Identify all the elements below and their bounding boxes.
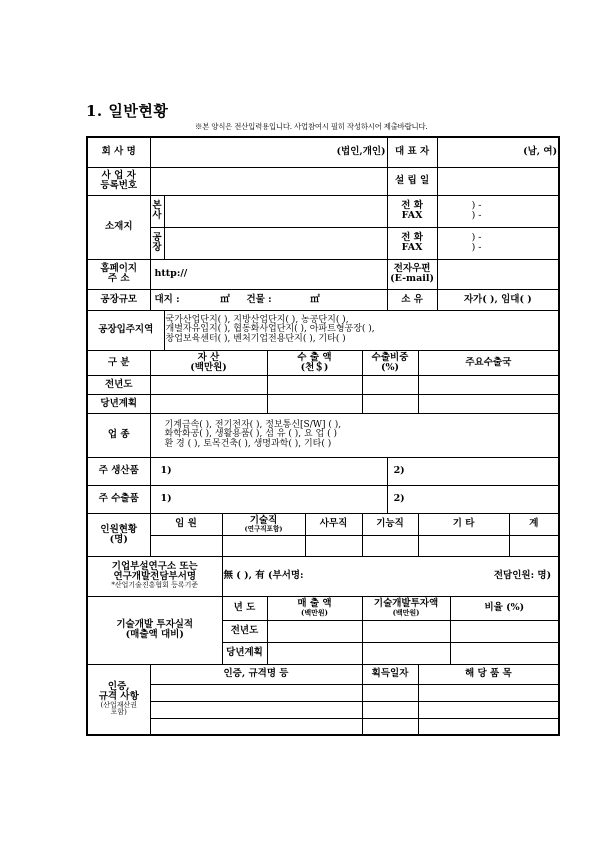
sales-col-assets (150, 350, 267, 375)
tech-invest-plan-amount[interactable] (362, 642, 450, 664)
sales-col-ratio-line1: 수출비중 (371, 351, 409, 363)
sales-col-countries: 주요수출국 (418, 350, 559, 375)
sales-plan-assets[interactable] (150, 394, 267, 413)
factory-fax-fill: ) - (471, 242, 482, 253)
hq-label-char2: 사 (152, 210, 162, 221)
tech-invest-prev-sales[interactable] (267, 620, 362, 642)
sales-prev-export[interactable] (267, 375, 362, 394)
factory-label-char2: 장 (152, 242, 162, 253)
tech-invest-col-amount-unit: (백만원) (392, 608, 420, 618)
factory-tel-fill: ) - (471, 232, 482, 244)
tech-invest-col-year: 년 도 (222, 596, 267, 620)
factory-label (150, 227, 164, 259)
staff-col-technical (222, 513, 305, 535)
tech-invest-plan-ratio[interactable] (450, 642, 559, 664)
company-name-label: 회 사 명 (87, 137, 150, 167)
email-field[interactable] (437, 259, 559, 289)
sales-row-prev-year: 전년도 (87, 375, 150, 394)
sales-col-export (267, 350, 362, 375)
main-exports-label: 주 수출품 (87, 485, 150, 513)
sales-plan-export[interactable] (267, 394, 362, 413)
sales-col-ratio (362, 350, 418, 375)
tech-invest-label-line2: (매출액 대비) (125, 629, 184, 640)
cert-row-1-name[interactable] (150, 684, 362, 701)
cert-col-product: 해 당 품 목 (418, 664, 559, 684)
main-products-label: 주 생산품 (87, 457, 150, 485)
tech-invest-col-sales (267, 596, 362, 620)
cert-label-line3: (산업재산권 (100, 700, 138, 709)
staff-col-technical-note: (연구직포함) (244, 524, 283, 533)
cert-row-3-name[interactable] (150, 718, 362, 735)
tech-invest-label (87, 596, 222, 664)
hq-tel-fax-field[interactable] (437, 195, 559, 227)
ceo-label: 대 표 자 (387, 137, 437, 167)
cert-row-3-date[interactable] (362, 718, 418, 735)
site-area-label: 대지 : (154, 293, 180, 305)
factory-tel-fax-label (387, 227, 437, 259)
staff-label-line2: (명) (109, 533, 128, 545)
location-label: 소재지 (87, 195, 150, 259)
email-label-line1: 전자우편 (393, 263, 431, 275)
tech-invest-prev-ratio[interactable] (450, 620, 559, 642)
hq-fax-label: FAX (401, 210, 423, 221)
ownership-field[interactable]: 자가( ), 임대( ) (437, 289, 559, 310)
building-area-label: 건물 : (246, 293, 272, 305)
main-export-2-field[interactable]: 2) (387, 485, 559, 513)
rnd-label-line1: 기업부설연구소 또는 (111, 561, 198, 573)
staff-executives-field[interactable] (150, 535, 222, 556)
sales-col-export-line1: 수 출 액 (297, 351, 332, 363)
building-area-unit: ㎡ (310, 293, 320, 305)
main-product-1-field[interactable]: 1) (150, 457, 387, 485)
homepage-field[interactable]: http:// (150, 259, 387, 289)
staff-total-field[interactable] (509, 535, 559, 556)
staff-other-field[interactable] (418, 535, 509, 556)
tech-invest-col-sales-unit: (백만원) (301, 608, 328, 618)
factory-zone-label: 공장입주지역 (87, 310, 164, 350)
biz-reg-label-line1: 사 업 자 (101, 170, 136, 182)
sales-prev-countries[interactable] (418, 375, 559, 394)
rnd-staff-count: 전담인원: 명) (493, 570, 552, 582)
site-area-unit: ㎡ (220, 293, 230, 305)
factory-label-char1: 공 (152, 232, 162, 244)
ceo-gender-hint: (남, 여) (523, 146, 558, 158)
hq-label (150, 195, 164, 227)
staff-col-total: 계 (509, 513, 559, 535)
sales-col-division: 구 분 (87, 350, 150, 375)
biz-reg-label-line2: 등록번호 (100, 180, 138, 191)
staff-col-technical-label: 기술직 (249, 514, 278, 526)
sales-col-export-line2: (천＄) (300, 361, 329, 373)
staff-technical-field[interactable] (222, 535, 305, 556)
rnd-label-line2: 연구개발전담부서명 (113, 571, 197, 583)
rnd-status: 無 ( ), 有 (부서명: (223, 570, 304, 582)
sales-prev-assets[interactable] (150, 375, 267, 394)
tech-invest-col-sales-line1: 매 출 액 (297, 598, 332, 610)
company-name-field[interactable] (150, 137, 387, 167)
staff-col-skilled: 기능직 (362, 513, 418, 535)
established-field[interactable] (437, 167, 559, 195)
ownership-label: 소 유 (387, 289, 437, 310)
cert-label-line4: 포함) (110, 708, 127, 717)
page-heading: 1. 일반현황 (86, 102, 169, 120)
industry-label: 업 종 (87, 413, 150, 457)
cert-row-2-name[interactable] (150, 701, 362, 718)
staff-col-other: 기 타 (418, 513, 509, 535)
staff-col-office: 사무직 (305, 513, 362, 535)
cert-label (87, 664, 150, 735)
ceo-field[interactable] (437, 137, 559, 167)
factory-zone-line2: 개별자유입지( ), 협동화사업단지( ), 아파트형공장( ), (165, 324, 375, 335)
factory-tel-fax-field[interactable] (437, 227, 559, 259)
rnd-field[interactable] (222, 556, 559, 596)
factory-zone-line3: 창업보육센터( ), 벤처기업전용단지( ), 기타( ) (165, 333, 346, 344)
tech-invest-row-this-year-plan: 당년계획 (222, 642, 267, 664)
sales-prev-ratio[interactable] (362, 375, 418, 394)
staff-col-executives: 임 원 (150, 513, 222, 535)
cert-row-1-product[interactable] (418, 684, 559, 701)
staff-label-line1: 인원현황 (100, 523, 138, 535)
email-label (387, 259, 437, 289)
cert-label-line2: 규격 사항 (98, 690, 139, 702)
factory-zone-line1: 국가산업단지( ), 지방산업단지( ), 농공단지( ), (165, 315, 349, 326)
staff-skilled-field[interactable] (362, 535, 418, 556)
factory-fax-label: FAX (401, 242, 423, 253)
established-label: 설 립 일 (387, 167, 437, 195)
factory-zone-options[interactable] (164, 310, 559, 350)
rnd-label-note: *산업기술진흥협회 등록기준 (111, 581, 199, 590)
tech-invest-label-line1: 기술개발 투자실적 (116, 619, 194, 631)
biz-reg-field[interactable] (150, 167, 387, 195)
cert-row-1-date[interactable] (362, 684, 418, 701)
industry-options[interactable] (150, 413, 559, 457)
staff-label (87, 513, 150, 556)
main-product-2-field[interactable]: 2) (387, 457, 559, 485)
cert-row-2-product[interactable] (418, 701, 559, 718)
sales-plan-ratio[interactable] (362, 394, 418, 413)
hq-label-char1: 본 (152, 200, 162, 212)
tech-invest-plan-sales[interactable] (267, 642, 362, 664)
factory-size-label: 공장규모 (87, 289, 150, 310)
cert-row-2-date[interactable] (362, 701, 418, 718)
homepage-label-line2: 주 소 (107, 273, 130, 284)
homepage-label (87, 259, 150, 289)
hq-tel-label: 전 화 (401, 200, 423, 212)
sales-col-ratio-line2: (%) (381, 361, 400, 373)
email-label-line2: (E-mail) (390, 273, 434, 284)
tech-invest-prev-amount[interactable] (362, 620, 450, 642)
cert-label-line1: 인증, (107, 680, 130, 692)
tech-invest-row-prev-year: 전년도 (222, 620, 267, 642)
main-export-1-field[interactable]: 1) (150, 485, 387, 513)
cert-row-3-product[interactable] (418, 718, 559, 735)
rnd-label (87, 556, 222, 596)
tech-invest-col-amount (362, 596, 450, 620)
hq-tel-fill: ) - (471, 200, 482, 212)
general-status-form (86, 136, 560, 736)
tech-invest-col-ratio: 비율 (%) (450, 596, 559, 620)
factory-size-field[interactable] (150, 289, 387, 310)
biz-reg-label (87, 167, 150, 195)
sales-col-assets-line2: (백만원) (190, 361, 227, 373)
submission-note: ※본 양식은 전산입력용입니다. 사업참여시 필히 작성하시어 제출바랍니다. (195, 122, 428, 131)
hq-tel-fax-label (387, 195, 437, 227)
staff-office-field[interactable] (305, 535, 362, 556)
factory-address-field[interactable] (164, 227, 387, 259)
factory-tel-label: 전 화 (401, 232, 423, 244)
industry-line3: 환 경 ( ), 토목건축( ), 생명과학( ), 기타( ) (164, 438, 332, 449)
homepage-label-line1: 홈페이지 (100, 263, 138, 275)
industry-line2: 화학화공( ), 생활용품( ), 섬 유 ( ), 요 업 ( ) (164, 429, 337, 440)
tech-invest-col-amount-line1: 기술개발투자액 (373, 598, 439, 610)
cert-col-date: 획득일자 (362, 664, 418, 684)
sales-row-this-year-plan: 당년계획 (87, 394, 150, 413)
company-type-hint: (법인,개인) (336, 146, 386, 158)
hq-fax-fill: ) - (471, 210, 482, 221)
sales-plan-countries[interactable] (418, 394, 559, 413)
cert-col-name: 인증, 규격명 등 (150, 664, 362, 684)
hq-address-field[interactable] (164, 195, 387, 227)
sales-col-assets-line1: 자 산 (197, 351, 220, 363)
industry-line1: 기계금속( ), 전기전자( ), 정보통신[S/W] ( ), (164, 420, 342, 431)
